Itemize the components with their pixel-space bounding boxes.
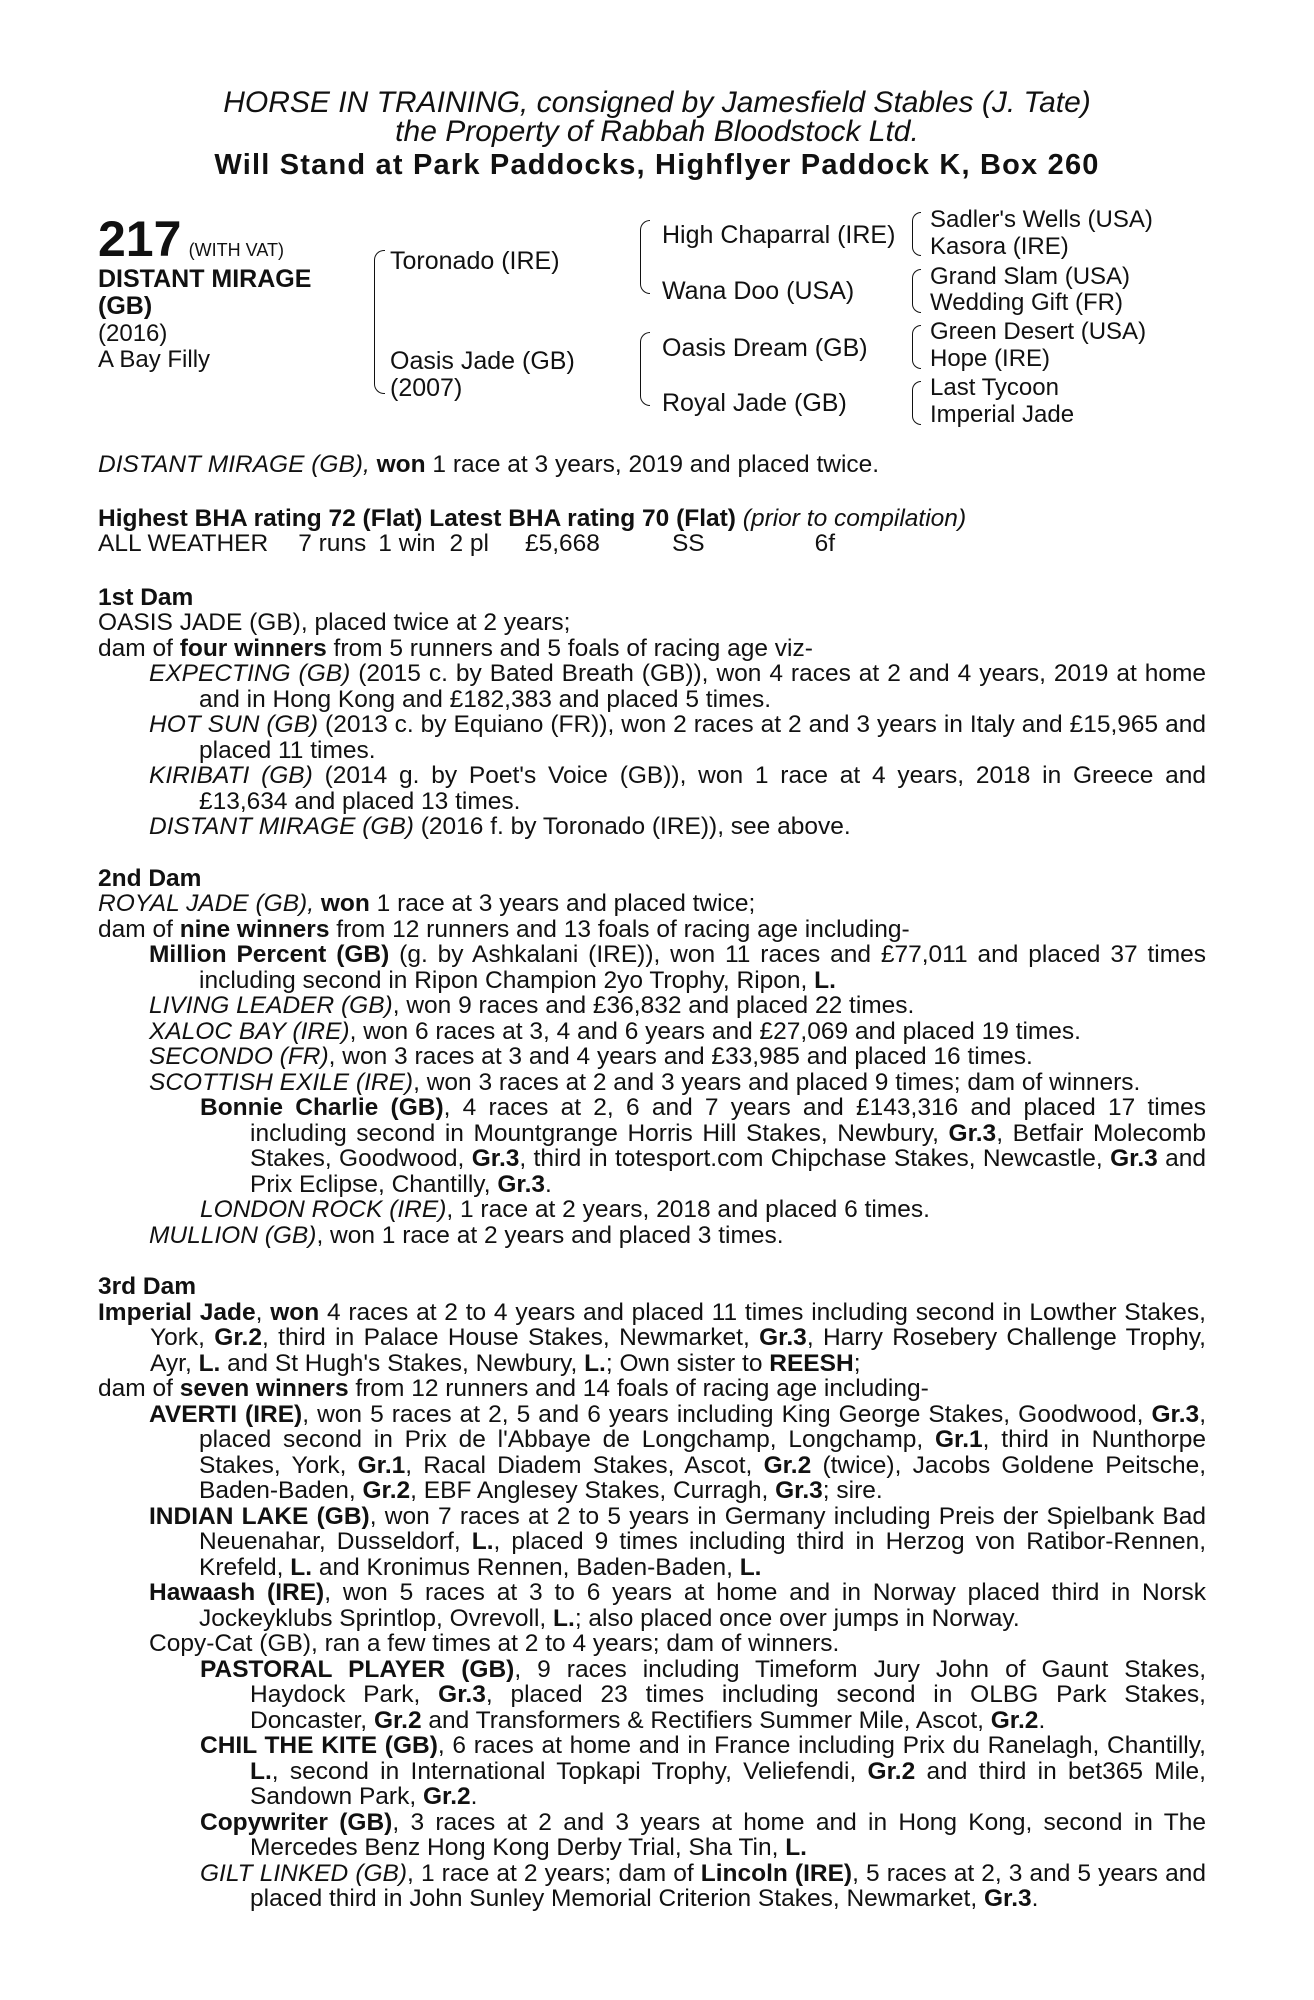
pedigree-brace-3b [912, 269, 921, 313]
pedigree-brace-2a [640, 220, 650, 294]
lot-number-block [98, 212, 284, 266]
dam-sire: Oasis Dream (GB) [662, 334, 868, 362]
grandsire-4: Last Tycoon [930, 374, 1059, 401]
race-summary: DISTANT MIRAGE (GB), won 1 race at 3 years, 2019 and placed twice. [98, 451, 880, 478]
produce-expecting: EXPECTING (GB) (2015 c. by Bated Breath (GB)), won 4 races at 2 and 4 years, 2019 at home and in Hong Kong and £182,383 and placed 5 times. [149, 660, 1207, 713]
grandproduce-london-rock: LONDON ROCK (IRE), 1 race at 2 years, 2018 and placed 6 times. [200, 1196, 930, 1223]
horse-description: A Bay Filly [98, 346, 211, 373]
produce-kiribati: KIRIBATI (GB) (2014 g. by Poet's Voice (GB)), won 1 race at 4 years, 2018 in Greece and £13,634 and placed 13 times. [149, 762, 1207, 815]
race-record: ALL WEATHER 7 runs 1 win 2 pl £5,668 SS 6f [98, 530, 836, 557]
dam-dam: Royal Jade (GB) [662, 389, 847, 417]
pedigree-brace-1 [374, 250, 385, 394]
second-dam-line: ROYAL JADE (GB), won 1 race at 3 years and placed twice; [98, 890, 756, 917]
sire-sire: High Chaparral (IRE) [662, 221, 896, 249]
produce-million-percent: Million Percent (GB) (g. by Ashkalani (IRE)), won 11 races and £77,011 and placed 37 times including second in Ripon Champion 2yo Trophy, Ripon, L. [149, 941, 1206, 994]
horse-name: DISTANT MIRAGE [98, 265, 312, 293]
produce-secondo: SECONDO (FR), won 3 races at 3 and 4 years and £33,985 and placed 16 times. [149, 1043, 1033, 1070]
produce-distant-mirage: DISTANT MIRAGE (GB) (2016 f. by Toronado (IRE)), see above. [149, 813, 851, 840]
pedigree-brace-2b [640, 332, 650, 406]
granddam-2: Wedding Gift (FR) [930, 289, 1123, 316]
lot-number: 217 [98, 211, 182, 267]
third-dam-line: Imperial Jade, won 4 races at 2 to 4 years and placed 11 times including second in Lowther Stakes, York, Gr.2, third in Palace House Stakes, Newmarket, Gr.3, Harry Rosebery Challenge Trophy, Ayr, L. and St Hugh's Stakes, Newbury, L.; Own sister to REESH; [98, 1298, 1206, 1377]
produce-hawaash: Hawaash (IRE), won 5 races at 3 to 6 years at home and in Norway placed third in Norsk Jockeyklubs Sprintlop, Ovrevoll, L.; also placed once over jumps in Norway. [149, 1579, 1206, 1632]
bha-ratings: Highest BHA rating 72 (Flat) Latest BHA rating 70 (Flat) (prior to compilation) [98, 504, 967, 532]
produce-scottish-exile: SCOTTISH EXILE (IRE), won 3 races at 2 and 3 years and placed 9 times; dam of winners. [149, 1068, 1141, 1096]
dam-year: (2007) [390, 374, 463, 402]
sire: Toronado (IRE) [390, 247, 560, 275]
vat-label: (WITH VAT) [188, 240, 284, 260]
pedigree-brace-3d [912, 381, 921, 425]
grandproduce-copywriter: Copywriter (GB), 3 races at 2 and 3 years at home and in Hong Kong, second in The Mercedes Benz Hong Kong Derby Trial, Sha Tin, L. [200, 1808, 1206, 1861]
owner-line: the Property of Rabbah Bloodstock Ltd. [395, 115, 919, 148]
stabling-line: Will Stand at Park Paddocks, Highflyer Paddock K, Box 260 [214, 149, 1100, 181]
first-dam-heading: 1st Dam [98, 583, 194, 611]
produce-mullion: MULLION (GB), won 1 race at 2 years and placed 3 times. [149, 1221, 784, 1249]
produce-copy-cat: Copy-Cat (GB), ran a few times at 2 to 4 years; dam of winners. [149, 1630, 840, 1657]
granddam-1: Kasora (IRE) [930, 233, 1069, 260]
grandproduce-pastoral-player: PASTORAL PLAYER (GB), 9 races including Timeform Jury John of Gaunt Stakes, Haydock Park, Gr.3, placed 23 times including second in OLBG Park Stakes, Doncaster, Gr.2 and Transformers & Rectifiers Summer Mile, Ascot, Gr.2. [200, 1655, 1207, 1734]
grandsire-1: Sadler's Wells (USA) [930, 206, 1153, 233]
pedigree-brace-3a [912, 212, 921, 256]
pedigree-brace-3c [912, 325, 921, 369]
second-dam-produce: dam of nine winners from 12 runners and 13 foals of racing age including- [98, 915, 910, 943]
granddam-4: Imperial Jade [930, 401, 1075, 428]
first-dam-produce: dam of four winners from 5 runners and 5 foals of racing age viz- [98, 634, 813, 662]
first-dam-line: OASIS JADE (GB), placed twice at 2 years; [98, 609, 571, 636]
grandproduce-bonnie-charlie: Bonnie Charlie (GB), 4 races at 2, 6 and 7 years and £143,316 and placed 17 times including second in Mountgrange Horris Hill Stakes, Newbury, Gr.3, Betfair Molecomb Stakes, Goodwood, Gr.3, third in totesport.com Chipchase Stakes, Newcastle, Gr.3 and Prix Eclipse, Chantilly, Gr.3. [200, 1094, 1207, 1198]
grandproduce-gilt-linked: GILT LINKED (GB), 1 race at 2 years; dam of Lincoln (IRE), 5 races at 2, 3 and 5 years and placed third in John Sunley Memorial Criterion Stakes, Newmarket, Gr.3. [200, 1859, 1207, 1912]
third-dam-heading: 3rd Dam [98, 1273, 197, 1300]
produce-indian-lake: INDIAN LAKE (GB), won 7 races at 2 to 5 years in Germany including Preis der Spielbank Bad Neuenahar, Dusseldorf, L., placed 9 times including third in Herzog von Ratibor-Rennen, Krefeld, L. and Kronimus Rennen, Baden-Baden, L. [149, 1502, 1207, 1581]
grandproduce-chil-the-kite: CHIL THE KITE (GB), 6 races at home and in France including Prix du Ranelagh, Chantilly, L., second in International Topkapi Trophy, Veliefendi, Gr.2 and third in bet365 Mile, Sandown Park, Gr.2. [200, 1732, 1206, 1810]
grandsire-2: Grand Slam (USA) [930, 263, 1131, 290]
sire-dam: Wana Doo (USA) [662, 277, 855, 305]
produce-xaloc-bay: XALOC BAY (IRE), won 6 races at 3, 4 and 6 years and £27,069 and placed 19 times. [149, 1017, 1081, 1045]
catalogue-body [98, 452, 1206, 1912]
horse-origin: (GB) [98, 292, 153, 320]
foaling-year: (2016) [98, 320, 168, 347]
produce-hot-sun: HOT SUN (GB) (2013 c. by Equiano (FR)), won 2 races at 2 and 3 years in Italy and £15,965 and placed 11 times. [149, 711, 1206, 764]
granddam-3: Hope (IRE) [930, 345, 1051, 372]
grandsire-3: Green Desert (USA) [930, 318, 1147, 345]
consignor-line: HORSE IN TRAINING, consigned by Jamesfield Stables (J. Tate) [223, 86, 1091, 119]
second-dam-heading: 2nd Dam [98, 864, 202, 892]
dam: Oasis Jade (GB) [390, 347, 575, 375]
produce-averti: AVERTI (IRE), won 5 races at 2, 5 and 6 years including King George Stakes, Goodwood, Gr.3, placed second in Prix de l'Abbaye de Longchamp, Longchamp, Gr.1, third in Nunthorpe Stakes, York, Gr.1, Racal Diadem Stakes, Ascot, Gr.2 (twice), Jacobs Goldene Peitsche, Baden-Baden, Gr.2, EBF Anglesey Stakes, Curragh, Gr.3; sire. [149, 1400, 1207, 1504]
produce-living-leader: LIVING LEADER (GB), won 9 races and £36,832 and placed 22 times. [149, 992, 915, 1019]
third-dam-produce: dam of seven winners from 12 runners and 14 foals of racing age including- [98, 1375, 929, 1402]
